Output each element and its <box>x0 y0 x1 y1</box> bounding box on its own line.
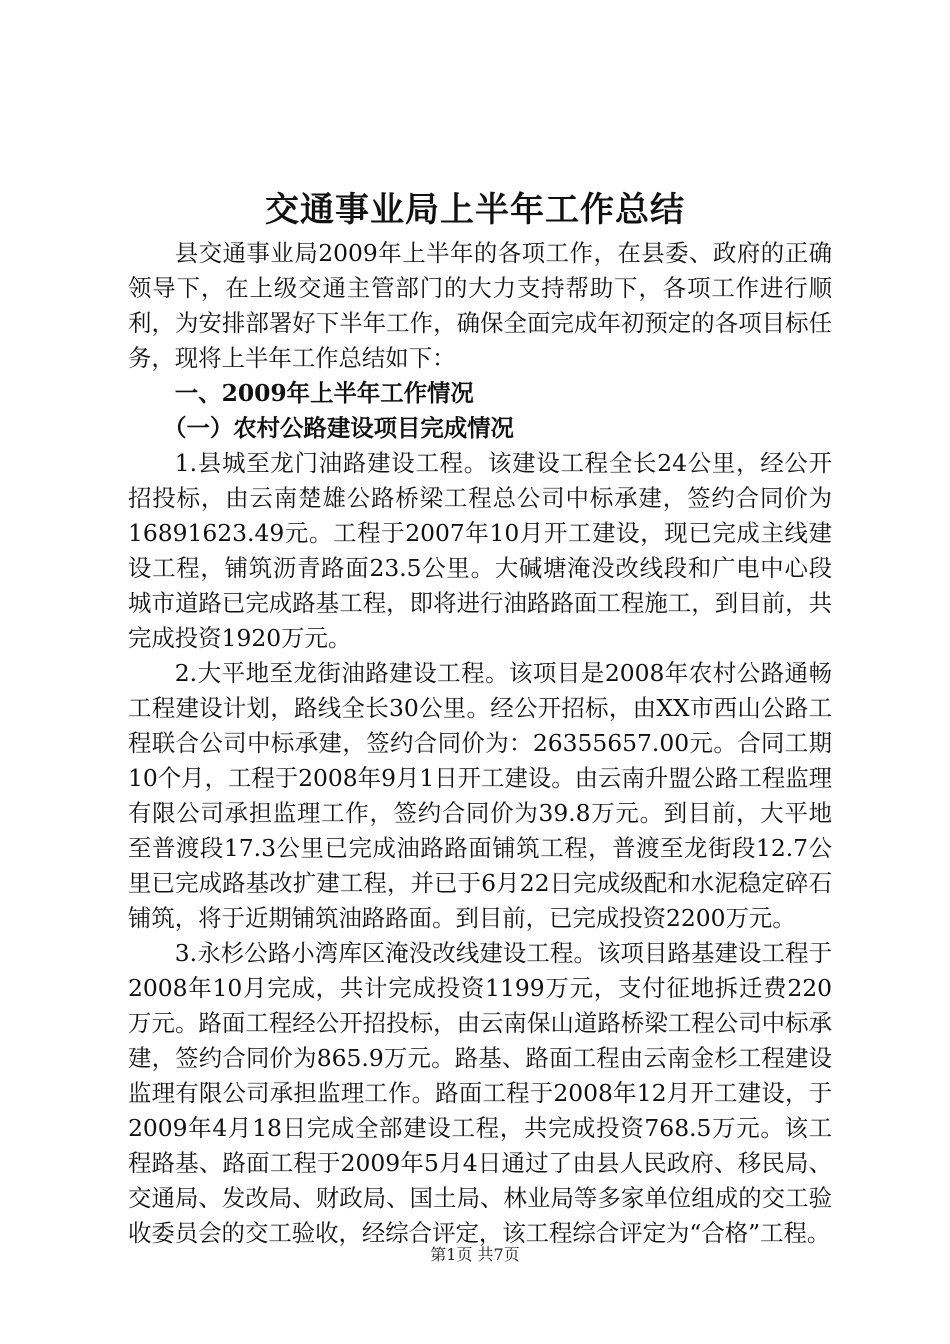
project-item-1: 1.县城至龙门油路建设工程。该建设工程全长24公里，经公开招投标，由云南楚雄公路桥梁工程总公司中标承建，签约合同价为16891623.49元。工程于2007年10月开工建设，现已完成主线建设工程，铺筑沥青路面23.5公里。大碱塘淹没改线段和广电中心段城市道路已完成路基工程，即将进行油路路面工程施工，到目前，共完成投资1920万元。 <box>128 449 832 652</box>
section-heading: 一、2009年上半年工作情况 <box>174 379 474 407</box>
intro-paragraph: 县交通事业局2009年上半年的各项工作，在县委、政府的正确领导下，在上级交通主管部门的大力支持帮助下，各项工作进行顺利，为安排部署好下半年工作，确保全面完成年初预定的各项目标任务，现将上半年工作总结如下： <box>128 239 832 372</box>
subsection-heading: （一）农村公路建设项目完成情况 <box>163 414 514 442</box>
document-title: 交通事业局上半年工作总结 <box>265 190 685 230</box>
document-body <box>128 236 832 1251</box>
page-footer: 第1页 共7页 <box>430 1245 520 1264</box>
project-item-3: 3.永杉公路小湾库区淹没改线建设工程。该项目路基建设工程于2008年10月完成，共计完成投资1199万元，支付征地拆迁费220万元。路面工程经公开招投标，由云南保山道路桥梁工程公司中标承建，签约合同价为865.9万元。路基、路面工程由云南金杉工程建设监理有限公司承担监理工作。路面工程于2008年12月开工建设，于2009年4月18日完成全部建设工程，共完成投资768.5万元。该工程路基、路面工程于2009年5月4日通过了由县人民政府、移民局、交通局、发改局、财政局、国土局、林业局等多家单位组成的交工验收委员会的交工验收，经综合评定，该工程综合评定为“合格”工程。 <box>128 939 832 1247</box>
project-item-2: 2.大平地至龙街油路建设工程。该项目是2008年农村公路通畅工程建设计划，路线全长30公里。经公开招标，由XX市西山公路工程联合公司中标承建，签约合同价为：26355657.00元。合同工期10个月，工程于2008年9月1日开工建设。由云南升盟公路工程监理有限公司承担监理工作，签约合同价为39.8万元。到目前，大平地至普渡段17.3公里已完成油路路面铺筑工程，普渡至龙街段12.7公里已完成路基改扩建工程，并已于6月22日完成级配和水泥稳定碎石铺筑，将于近期铺筑油路路面。到目前，已完成投资2200万元。 <box>128 659 832 932</box>
